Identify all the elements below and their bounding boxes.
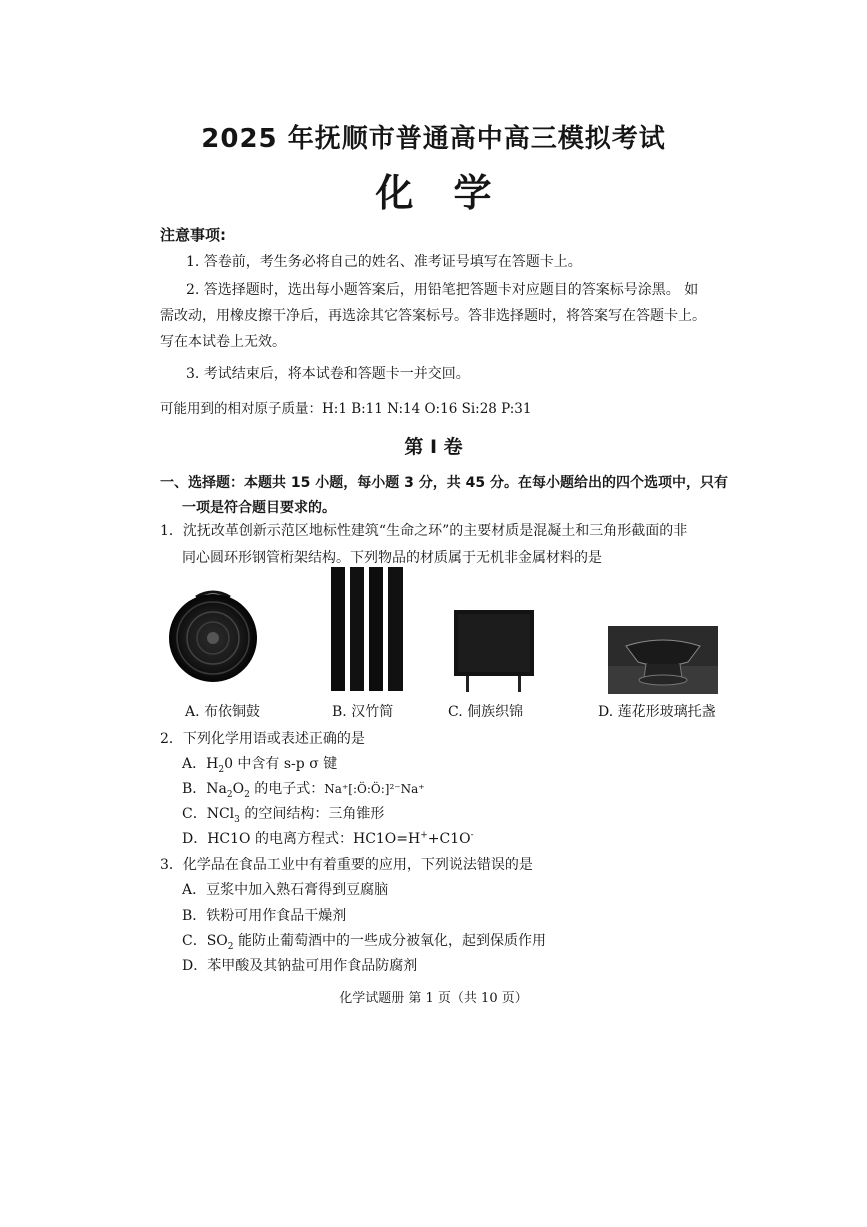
q2-option-c: C．NCl$_3$ 的空间结构：三角锥形 bbox=[182, 806, 385, 825]
q1-option-a: A. 布依铜鼓 bbox=[185, 704, 261, 720]
brocade-image bbox=[454, 610, 534, 692]
q2-option-a: A．$H_20$ 中含有 s-p σ 键 bbox=[182, 756, 338, 775]
bamboo-slips-image bbox=[331, 567, 403, 691]
section-intro-line-2: 一项是符合题目要求的。 bbox=[182, 500, 336, 516]
q1-stem-line-2: 同心圆环形钢管桁架结构。下列物品的材质属于无机非金属材料的是 bbox=[182, 550, 602, 566]
q2-option-d: D．HC1O 的电离方程式：HC1O=H++C1O- bbox=[182, 830, 474, 847]
q1-option-c: C. 侗族织锦 bbox=[448, 704, 524, 720]
electron-formula: Na⁺[:Ö:Ö:]²⁻Na⁺ bbox=[324, 782, 425, 796]
q1-option-d: D. 莲花形玻璃托盏 bbox=[598, 704, 716, 720]
atomic-mass-line: 可能用到的相对原子质量：H:1 B:11 N:14 O:16 Si:28 P:31 bbox=[160, 401, 532, 417]
q3-option-d: D．苯甲酸及其钠盐可用作食品防腐剂 bbox=[182, 958, 418, 974]
q3-option-a: A．豆浆中加入熟石膏得到豆腐脑 bbox=[182, 882, 389, 898]
notice-heading: 注意事项: bbox=[160, 226, 226, 244]
notice-item-2-line-1: 2. 答选择题时，选出每小题答案后，用铅笔把答题卡对应题目的答案标号涂黑。 如 bbox=[186, 282, 699, 298]
page-footer: 化学试题册 第 1 页（共 10 页） bbox=[339, 991, 528, 1006]
q1-option-b: B. 汉竹简 bbox=[332, 704, 394, 720]
notice-item-2-line-3: 写在本试卷上无效。 bbox=[160, 334, 286, 350]
bronze-drum-image bbox=[166, 587, 260, 683]
q1-stem-line-1: 1．沈抚改革创新示范区地标性建筑“生命之环”的主要材质是混凝土和三角形截面的非 bbox=[160, 523, 688, 539]
notice-item-3: 3. 考试结束后，将本试卷和答题卡一并交回。 bbox=[186, 366, 470, 382]
exam-title: 2025 年抚顺市普通高中高三模拟考试 bbox=[201, 124, 666, 154]
q2-stem: 2．下列化学用语或表述正确的是 bbox=[160, 731, 365, 747]
lotus-glass-bowl-image bbox=[608, 626, 718, 694]
section-title: 第 I 卷 bbox=[404, 436, 463, 458]
q3-option-b: B．铁粉可用作食品干燥剂 bbox=[182, 908, 347, 924]
notice-item-2-line-2: 需改动，用橡皮擦干净后，再选涂其它答案标号。答非选择题时，将答案写在答题卡上。 bbox=[160, 308, 706, 324]
notice-item-1: 1. 答卷前，考生务必将自己的姓名、准考证号填写在答题卡上。 bbox=[186, 254, 582, 270]
section-intro-line-1: 一、选择题：本题共 15 小题，每小题 3 分，共 45 分。在每小题给出的四个选项中，只有 bbox=[160, 475, 728, 491]
q3-option-c: C．$SO_2$ 能防止葡萄酒中的一些成分被氧化，起到保质作用 bbox=[182, 933, 546, 952]
q2-option-b: B．$Na_2O_2$ 的电子式：Na⁺[:Ö:Ö:]²⁻Na⁺ bbox=[182, 781, 425, 800]
q3-stem: 3．化学品在食品工业中有着重要的应用，下列说法错误的是 bbox=[160, 857, 533, 873]
subject-title: 化学 bbox=[375, 171, 532, 215]
